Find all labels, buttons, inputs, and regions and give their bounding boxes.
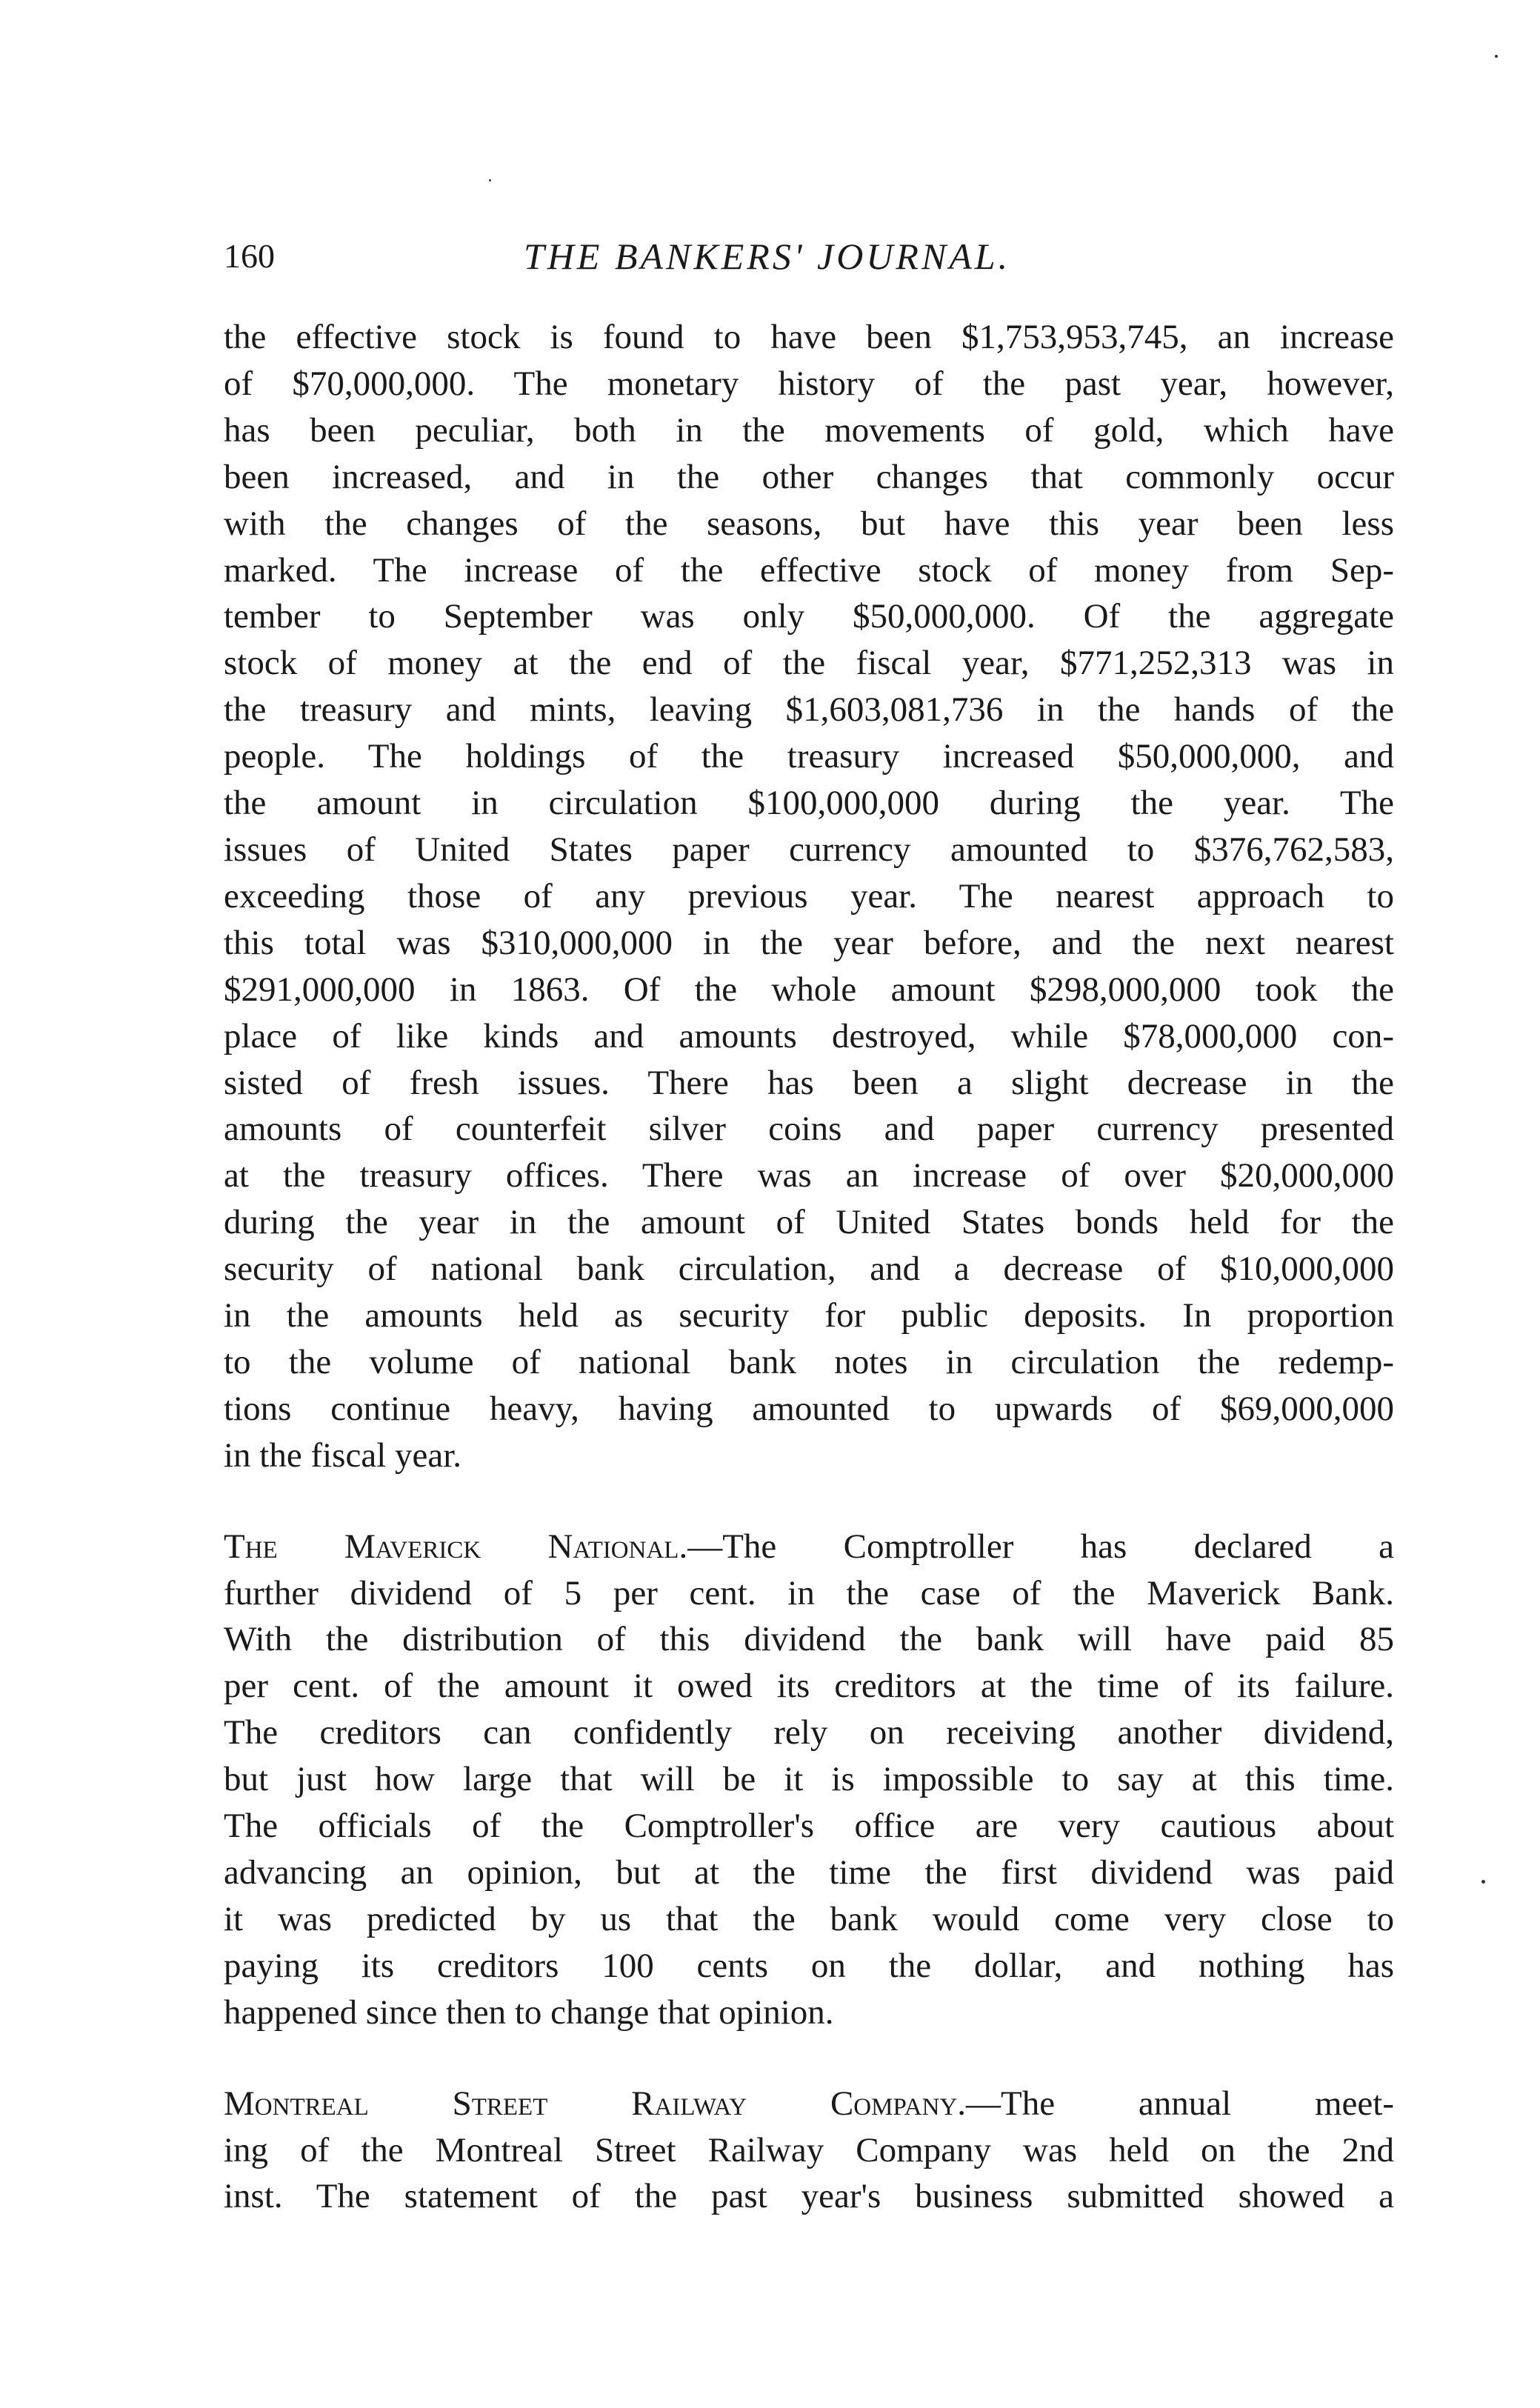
section-heading: The Maverick National. [224, 1527, 688, 1566]
text-line: issues of United States paper currency amounted to $376,762,583, [224, 830, 1394, 869]
text-line: happened since then to change that opinion. [224, 1992, 834, 2032]
text-line: tember to September was only $50,000,000. Of the aggregate [224, 597, 1394, 636]
page-header [224, 227, 1394, 286]
text-line: place of like kinds and amounts destroyed, while $78,000,000 con- [224, 1016, 1394, 1055]
text-line: of $70,000,000. The monetary history of the past year, however, [224, 364, 1394, 403]
heading-line-rest: —The annual meet- [966, 2084, 1394, 2123]
text-line: the treasury and mints, leaving $1,603,081,736 in the hands of the [224, 690, 1394, 730]
text-line: in the amounts held as security for public deposits. In proportion [224, 1296, 1394, 1335]
running-title: THE BANKERS' JOURNAL. [524, 236, 1011, 277]
text-line: The creditors can confidently rely on receiving another dividend, [224, 1713, 1394, 1752]
text-line: amounts of counterfeit silver coins and paper currency presented [224, 1110, 1394, 1149]
paragraph-gap [224, 2036, 1394, 2081]
text-line: marked. The increase of the effective stock of money from Sep- [224, 550, 1394, 590]
text-line: but just how large that will be it is impossible to say at this time. [224, 1760, 1394, 1799]
text-line: stock of money at the end of the fiscal year, $771,252,313 was in [224, 644, 1394, 683]
text-line: has been peculiar, both in the movements of gold, which have [224, 410, 1394, 450]
text-line: at the treasury offices. There was an increase of over $20,000,000 [224, 1156, 1394, 1195]
text-line: the effective stock is found to have been $1,753,953,745, an increase [224, 318, 1394, 356]
text-line: The officials of the Comptroller's office are very cautious about [224, 1807, 1394, 1846]
text-line: ing of the Montreal Street Railway Company was held on the 2nd [224, 2130, 1394, 2169]
scan-speck [1495, 55, 1498, 58]
text-line: inst. The statement of the past year's business submitted showed a [224, 2177, 1394, 2216]
scan-speck [1481, 1880, 1485, 1884]
text-line: sisted of fresh issues. There has been a slight decrease in the [224, 1063, 1394, 1102]
paragraph-montreal-street-railway [224, 2081, 1394, 2221]
text-line: this total was $310,000,000 in the year before, and the next nearest [224, 923, 1394, 962]
text-line: it was predicted by us that the bank would come very close to [224, 1899, 1394, 1938]
text-line: advancing an opinion, but at the time the first dividend was paid [224, 1853, 1394, 1892]
text-line: $291,000,000 in 1863. Of the whole amount $298,000,000 took the [224, 970, 1394, 1009]
text-line: the amount in circulation $100,000,000 during the year. The [224, 784, 1394, 823]
page-number: 160 [224, 237, 275, 275]
text-line: With the distribution of this dividend the bank will have paid 85 [224, 1620, 1394, 1659]
scan-speck [489, 179, 491, 181]
text-line: exceeding those of any previous year. The nearest approach to [224, 876, 1394, 915]
text-line [224, 1524, 1394, 1570]
paragraph-maverick-national [224, 1524, 1394, 2036]
text-line: security of national bank circulation, and a decrease of $10,000,000 [224, 1250, 1394, 1289]
text-line: during the year in the amount of United States bonds held for the [224, 1203, 1394, 1242]
text-line: people. The holdings of the treasury increased $50,000,000, and [224, 737, 1394, 776]
text-line: tions continue heavy, having amounted to upwards of $69,000,000 [224, 1389, 1394, 1428]
text-line: with the changes of the seasons, but have this year been less [224, 504, 1394, 543]
section-heading: Montreal Street Railway Company. [224, 2084, 967, 2123]
text-line: paying its creditors 100 cents on the dollar, and nothing has [224, 1946, 1394, 1985]
paragraph-treasury-report [224, 314, 1394, 1479]
body-text [224, 314, 1394, 2220]
text-line: in the fiscal year. [224, 1435, 462, 1475]
text-line [224, 2081, 1394, 2127]
text-line: per cent. of the amount it owed its creditors at the time of its failure. [224, 1667, 1394, 1706]
text-line: been increased, and in the other changes that commonly occur [224, 457, 1394, 496]
text-line: to the volume of national bank notes in circulation the redemp- [224, 1342, 1394, 1381]
text-line: further dividend of 5 per cent. in the case of the Maverick Bank. [224, 1573, 1394, 1612]
paragraph-gap [224, 1479, 1394, 1524]
heading-line-rest: —The Comptroller has declared a [687, 1527, 1394, 1566]
